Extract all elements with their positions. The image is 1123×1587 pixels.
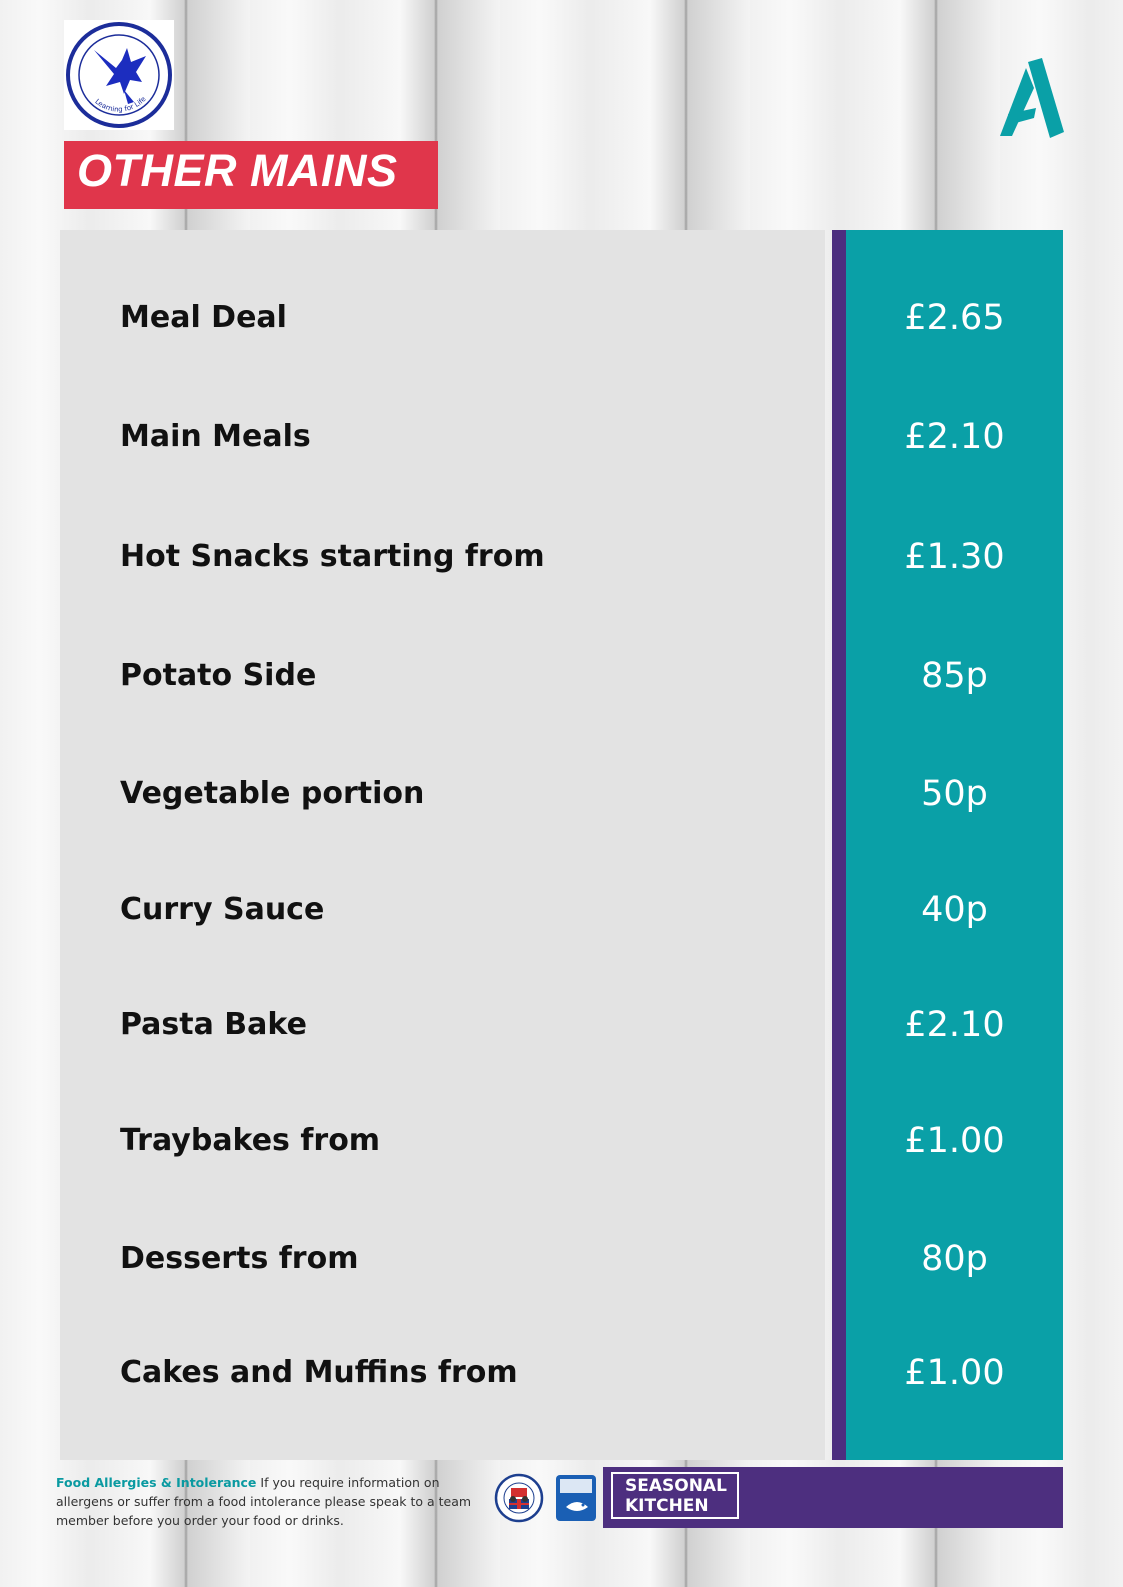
- allergy-text: If you require information on allergens or suffer from a food intolerance please speak to a team member before you order your food or drinks.: [56, 1475, 472, 1528]
- allergy-notice: [56, 1473, 476, 1530]
- allergy-title: Food Allergies & Intolerance: [56, 1475, 257, 1490]
- school-motto: Learning for Life: [93, 95, 148, 114]
- menu-item-price: £2.10: [904, 1005, 1005, 1045]
- seasonal-kitchen-logo: [611, 1472, 739, 1519]
- menu-item-price: 40p: [921, 890, 988, 930]
- page-title: OTHER MAINS: [77, 145, 398, 196]
- msc-certified-badge: [552, 1473, 602, 1523]
- menu-item-price: 80p: [921, 1239, 988, 1279]
- menu-item-name: Pasta Bake: [120, 1007, 307, 1042]
- purple-divider: [832, 230, 846, 1460]
- seasonal-kitchen-banner: [603, 1467, 1063, 1528]
- section-heading-banner: [64, 141, 438, 209]
- assured-food-standards-badge: [494, 1473, 544, 1523]
- menu-item-price: £2.65: [904, 298, 1005, 338]
- menu-item-name: Vegetable portion: [120, 776, 425, 811]
- menu-item-price: £2.10: [904, 417, 1005, 457]
- menu-item-name: Traybakes from: [120, 1123, 381, 1158]
- menu-item-price: 85p: [921, 656, 988, 696]
- menu-item-name: Cakes and Muffins from: [120, 1355, 518, 1390]
- menu-item-price: £1.00: [904, 1121, 1005, 1161]
- menu-item-name: Hot Snacks starting from: [120, 539, 545, 574]
- menu-item-name: Curry Sauce: [120, 892, 325, 927]
- menu-item-name: Potato Side: [120, 658, 317, 693]
- kitchen-logo-line1: SEASONAL: [625, 1476, 727, 1496]
- brand-a-icon: [998, 58, 1064, 144]
- school-logo: [64, 20, 174, 130]
- eagle-crest-icon: [64, 20, 174, 130]
- menu-item-name: Meal Deal: [120, 300, 287, 335]
- msc-certified-icon: [552, 1473, 602, 1523]
- menu-item-price: £1.00: [904, 1353, 1005, 1393]
- assured-food-standards-icon: [494, 1473, 544, 1523]
- brand-logo: [998, 58, 1064, 144]
- menu-item-name: Main Meals: [120, 419, 311, 454]
- menu-item-price: 50p: [921, 774, 988, 814]
- menu-item-price: £1.30: [904, 537, 1005, 577]
- menu-item-name: Desserts from: [120, 1241, 359, 1276]
- kitchen-logo-line2: KITCHEN: [625, 1496, 709, 1516]
